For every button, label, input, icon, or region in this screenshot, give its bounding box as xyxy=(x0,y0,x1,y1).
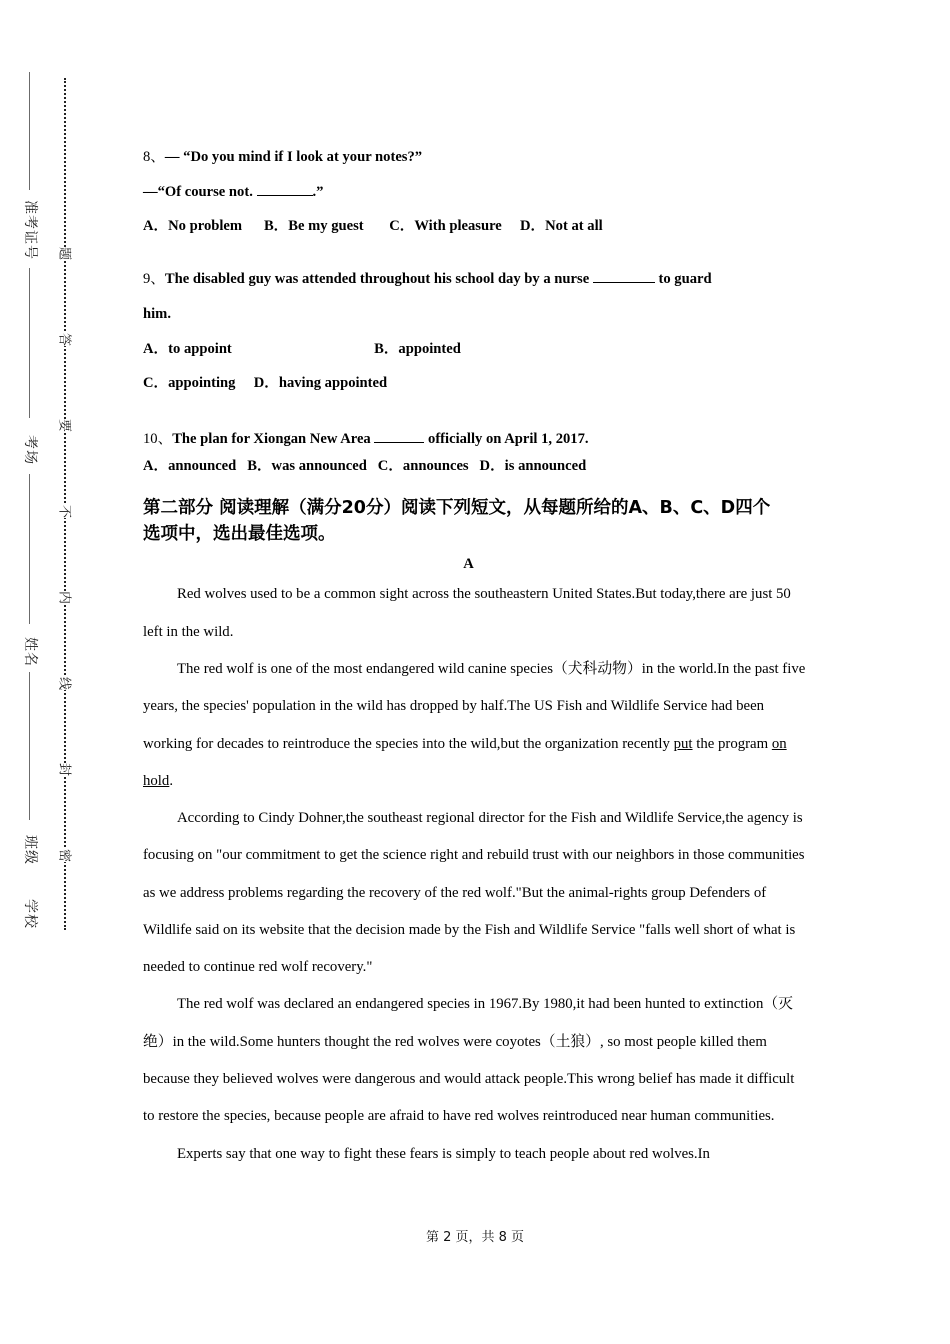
seal-notice-char-5: 内 xyxy=(57,590,73,605)
question-9-stem-line2: him. xyxy=(143,305,171,322)
passage-run-2-2: put xyxy=(673,735,693,752)
passage-paragraph-4 xyxy=(143,986,806,1135)
passage-body xyxy=(143,576,806,1173)
question-8 xyxy=(143,140,806,244)
question-9-options-line2: C．appointing D．having appointed xyxy=(143,375,388,392)
seal-rule-1 xyxy=(29,72,30,190)
seal-notice-char-7: 封 xyxy=(57,762,73,777)
question-9-blank xyxy=(593,282,655,283)
page-footer xyxy=(0,1226,950,1245)
question-10 xyxy=(143,426,806,479)
seal-notice-char-3: 要 xyxy=(57,418,73,433)
seal-line-sidebar xyxy=(0,0,120,1344)
seal-rule-2 xyxy=(29,268,30,418)
passage-paragraph-5 xyxy=(143,1136,806,1173)
seal-label-school: 学校 xyxy=(22,899,37,929)
question-10-stem-after: officially on April 1, 2017. xyxy=(424,431,589,448)
seal-label-exam-room: 考场 xyxy=(22,435,37,465)
page-number-label: 第 2 页，共 8 页 xyxy=(425,1230,525,1245)
spacer-after-q9 xyxy=(143,401,806,426)
section-heading-line2: 选项中，选出最佳选项。 xyxy=(143,523,336,544)
seal-label-admission-number: 准考证号 xyxy=(22,200,37,260)
passage-run-4-1: The red wolf was declared an endangered species in 1967.By 1980,it had been hunted to extinction（灭绝）in the wild.Some hunters thought the red wolves were coyotes（土狼）, so most people killed them because they believed wolves were dangerous and would attack people.This wrong belief has made it difficult to restore the species, because people are afraid to have red wolves reintroduced near human communities. xyxy=(143,996,795,1125)
seal-notice-char-8: 密 xyxy=(57,848,73,863)
passage-run-1-1: Red wolves used to be a common sight across the southeastern United States.But today,there are just 50 left in the wild. xyxy=(143,586,791,640)
seal-notice-char-6: 线 xyxy=(57,676,73,691)
passage-run-3-1: According to Cindy Dohner,the southeast regional director for the Fish and Wildlife Service,the agency is focusing on "our commitment to get the science right and rebuild trust with our neighbors in those communities as we address problems regarding the recovery of the red wolf."But the animal-rights group Defenders of Wildlife said on its website that the decision made by the Fish and Wildlife Service "falls well short of what is needed to continue red wolf recovery." xyxy=(143,810,805,976)
seal-rule-3 xyxy=(29,474,30,624)
seal-rule-4 xyxy=(29,672,30,820)
question-8-stem-line2 xyxy=(143,175,806,210)
question-10-blank xyxy=(374,442,424,443)
exam-page-content xyxy=(143,0,806,1173)
passage-paragraph-2 xyxy=(143,651,806,800)
spacer-after-q8 xyxy=(143,244,806,262)
passage-run-2-1: The red wolf is one of the most endangered wild canine species（犬科动物）in the world.In the past five years, the species' population in the wild has dropped by half.The US Fish and Wildlife Service had been working for decades to reintroduce the species into the wild,but the organization recently xyxy=(143,660,806,752)
passage-paragraph-3 xyxy=(143,800,806,986)
question-9 xyxy=(143,262,806,401)
question-10-stem xyxy=(143,426,806,454)
seal-notice-char-1: 题 xyxy=(57,246,73,261)
top-spacer xyxy=(143,0,806,140)
question-9-stem-line1 xyxy=(143,262,806,297)
question-9-options-line1: A．to appoint B．appointed xyxy=(143,340,461,357)
passage-run-2-4: on hold xyxy=(143,735,787,789)
passage-run-2-3: the program xyxy=(692,735,772,752)
question-9-number: 9、 xyxy=(143,271,165,288)
passage-paragraph-1 xyxy=(143,576,806,651)
question-8-stem-line2-before: —“Of course not. xyxy=(143,183,257,200)
passage-run-2-5: . xyxy=(169,772,174,789)
section-heading-part-two xyxy=(143,496,806,547)
passage-letter-a: A xyxy=(463,556,474,573)
question-10-options: A．announced B．was announced C．announces D．is announced xyxy=(143,457,587,474)
question-8-stem-line1 xyxy=(143,140,806,175)
question-10-number: 10、 xyxy=(143,431,173,448)
question-9-stem-before: The disabled guy was attended throughout his school day by a nurse xyxy=(164,271,593,288)
question-8-stem-line2-after: .” xyxy=(312,183,324,200)
question-10-stem-before: The plan for Xiongan New Area xyxy=(172,431,375,448)
passage-run-5-1: Experts say that one way to fight these fears is simply to teach people about red wolves.In xyxy=(177,1145,710,1162)
question-8-number: 8、 xyxy=(143,149,165,165)
question-8-stem-text: — “Do you mind if I look at your notes?” xyxy=(164,149,423,165)
spacer-before-section xyxy=(143,479,806,496)
question-8-blank xyxy=(257,195,313,196)
seal-notice-char-2: 答 xyxy=(57,332,73,347)
seal-notice-char-4: 不 xyxy=(57,504,73,519)
section-heading-line1: 第二部分 阅读理解（满分20分）阅读下列短文，从每题所给的A、B、C、D四个 xyxy=(143,498,771,519)
seal-label-name: 姓名 xyxy=(22,637,37,667)
question-8-options: A．No problem B．Be my guest C．With pleasure D．Not at all xyxy=(143,218,603,235)
question-9-stem-after: to guard xyxy=(654,271,712,288)
seal-label-class: 班级 xyxy=(22,835,37,865)
seal-dotted-column xyxy=(48,78,82,930)
